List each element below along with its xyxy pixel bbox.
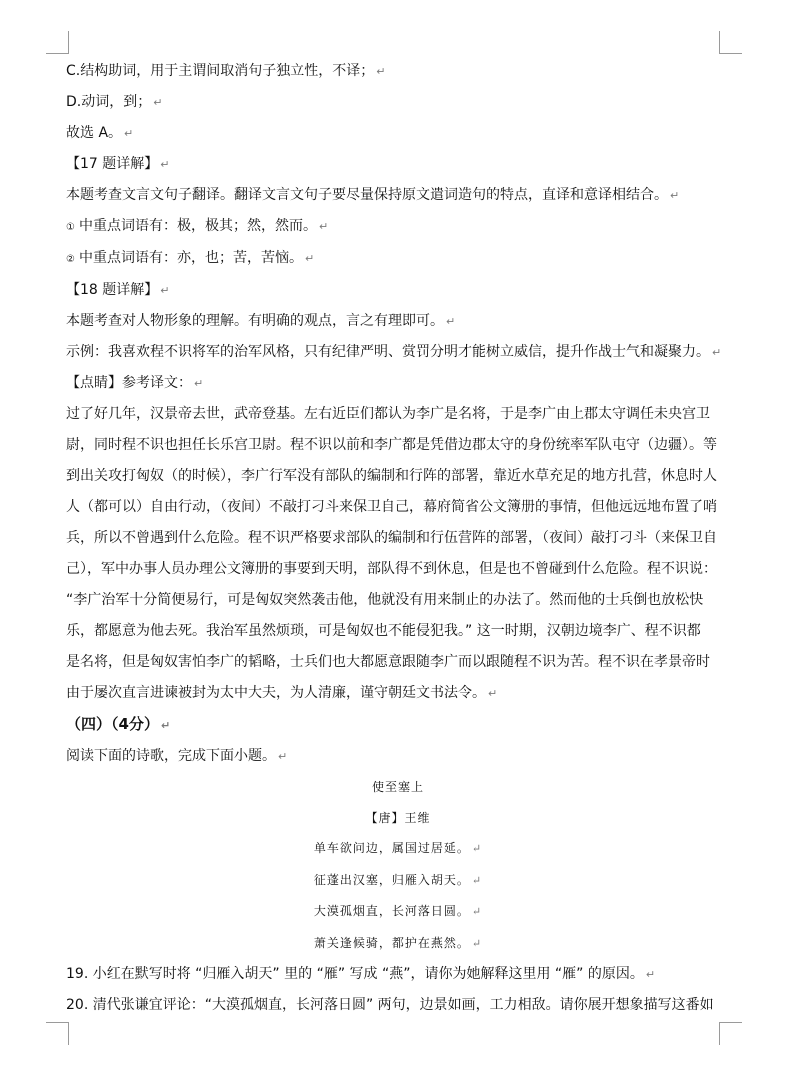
page-corner-mark-bottom-right — [719, 1022, 742, 1045]
paragraph-mark-icon: ↵ — [670, 189, 680, 202]
poem-verse: 单车欲问边，属国过居延。 ↵ — [313, 841, 483, 855]
paragraph-mark-icon: ↵ — [446, 315, 456, 328]
q18-heading: 【18 题详解】 ↵ — [66, 282, 170, 298]
poem-verse: 征蓬出汉塞，归雁入胡天。 ↵ — [313, 872, 483, 887]
paragraph-mark-icon: ↵ — [318, 220, 329, 233]
question-20: 20. 清代张谦宜评论：“大漠孤烟直，长河落日圆” 两句，边景如画，工力相敌。请你展开想象描写这番如 — [66, 997, 714, 1013]
q17-explanation: 本题考查文言文句子翻译。翻译文言文句子要尽量保持原文遣词造句的特点，直译和意译相结合。 ↵ — [66, 187, 680, 203]
answer-choice: 故选 A。 ↵ — [66, 125, 134, 141]
paragraph-mark-icon: ↵ — [471, 842, 483, 855]
paragraph-mark-icon: ↵ — [471, 936, 483, 950]
translation-line: 乐，都愿意为他去死。我治军虽然烦琐，可是匈奴也不能侵犯我。” 这一时期，汉朝边境李广、程不识都 — [66, 623, 701, 639]
poem-title: 使至塞上 — [371, 780, 424, 794]
translation-line: 己），军中办事人员办理公文簿册的事要到天明，部队得不到休息，但是也不曾碰到什么危险。程不识说： — [66, 561, 717, 577]
poem-verse: 大漠孤烟直，长河落日圆。 ↵ — [313, 904, 483, 918]
translation-line: “李广治军十分简便易行，可是匈奴突然袭击他，他就没有用来制止的办法了。然而他的士兵倒也放松快 — [66, 592, 704, 608]
translation-line: 到出关攻打匈奴（的时候），李广行军没有部队的编制和行阵的部署，靠近水草充足的地方扎营，休息时人 — [66, 468, 717, 484]
poem-author: 【唐】王维 — [365, 810, 431, 825]
translation-line: 过了好几年，汉景帝去世，武帝登基。左右近臣们都认为李广是名将，于是李广由上郡太守调任未央宫卫 — [66, 406, 710, 422]
paragraph-mark-icon: ↵ — [160, 158, 170, 171]
translation-line: 人（都可以）自由行动，（夜间）不敲打刁斗来保卫自己，幕府简省公文簿册的事情，但他远远地布置了哨 — [66, 499, 717, 515]
q17-point-1: ① 中重点词语有：极，极其；然，然而。 ↵ — [66, 218, 329, 234]
section-heading: （四）（4分） ↵ — [66, 715, 171, 733]
paragraph-mark-icon: ↵ — [194, 377, 204, 390]
translation-line: 由于屡次直言进谏被封为太中大夫，为人清廉，谨守朝廷文书法令。 ↵ — [66, 685, 498, 701]
poem-verse: 萧关逢候骑，都护在燕然。 ↵ — [313, 935, 483, 950]
q17-point-2: ② 中重点词语有：亦，也；苦，苦恼。 ↵ — [66, 250, 315, 266]
reference-translation-heading: 【点睛】参考译文： ↵ — [66, 375, 204, 391]
paragraph-mark-icon: ↵ — [471, 873, 483, 887]
page-corner-mark-bottom-left — [46, 1022, 69, 1045]
document-body[interactable] — [66, 56, 730, 1021]
paragraph-mark-icon: ↵ — [376, 65, 386, 78]
answer-option-d: D.动词，到； ↵ — [66, 94, 163, 110]
paragraph-mark-icon: ↵ — [471, 905, 483, 918]
paragraph-mark-icon: ↵ — [304, 252, 315, 265]
paragraph-mark-icon: ↵ — [160, 719, 171, 732]
translation-paragraph — [66, 399, 730, 709]
reading-instruction: 阅读下面的诗歌，完成下面小题。 ↵ — [66, 748, 288, 764]
paragraph-mark-icon: ↵ — [712, 346, 722, 359]
translation-line: 兵，所以不曾遇到什么危险。程不识严格要求部队的编制和行伍营阵的部署，（夜间）敲打刁斗（来保卫自 — [66, 530, 717, 546]
circled-number: ② — [66, 254, 75, 265]
paragraph-mark-icon: ↵ — [160, 284, 170, 297]
paragraph-mark-icon: ↵ — [278, 750, 288, 763]
q18-explanation: 本题考查对人物形象的理解。有明确的观点，言之有理即可。 ↵ — [66, 313, 456, 329]
page-corner-mark-top-left — [46, 31, 69, 54]
q18-example: 示例：我喜欢程不识将军的治军风格，只有纪律严明、赏罚分明才能树立威信，提升作战士气和凝聚力。 ↵ — [66, 344, 722, 360]
poem-block — [66, 772, 730, 959]
paragraph-mark-icon: ↵ — [488, 687, 498, 700]
translation-line: 是名将，但是匈奴害怕李广的韬略，士兵们也大都愿意跟随李广而以跟随程不识为苦。程不识在孝景帝时 — [66, 654, 710, 670]
translation-line: 尉，同时程不识也担任长乐宫卫尉。程不识以前和李广都是凭借边郡太守的身份统率军队屯守（边疆）。等 — [66, 437, 717, 453]
question-19: 19. 小红在默写时将 “归雁入胡天” 里的 “雁” 写成 “燕”，请你为她解释这里用 “雁” 的原因。 ↵ — [66, 966, 656, 982]
answer-option-c: C.结构助词，用于主谓间取消句子独立性，不译； ↵ — [66, 63, 386, 79]
q17-heading: 【17 题详解】 ↵ — [66, 156, 170, 172]
paragraph-mark-icon: ↵ — [153, 96, 163, 109]
circled-number: ① — [66, 222, 75, 233]
paragraph-mark-icon: ↵ — [645, 968, 656, 981]
paragraph-mark-icon: ↵ — [124, 127, 134, 140]
page-corner-mark-top-right — [719, 31, 742, 54]
